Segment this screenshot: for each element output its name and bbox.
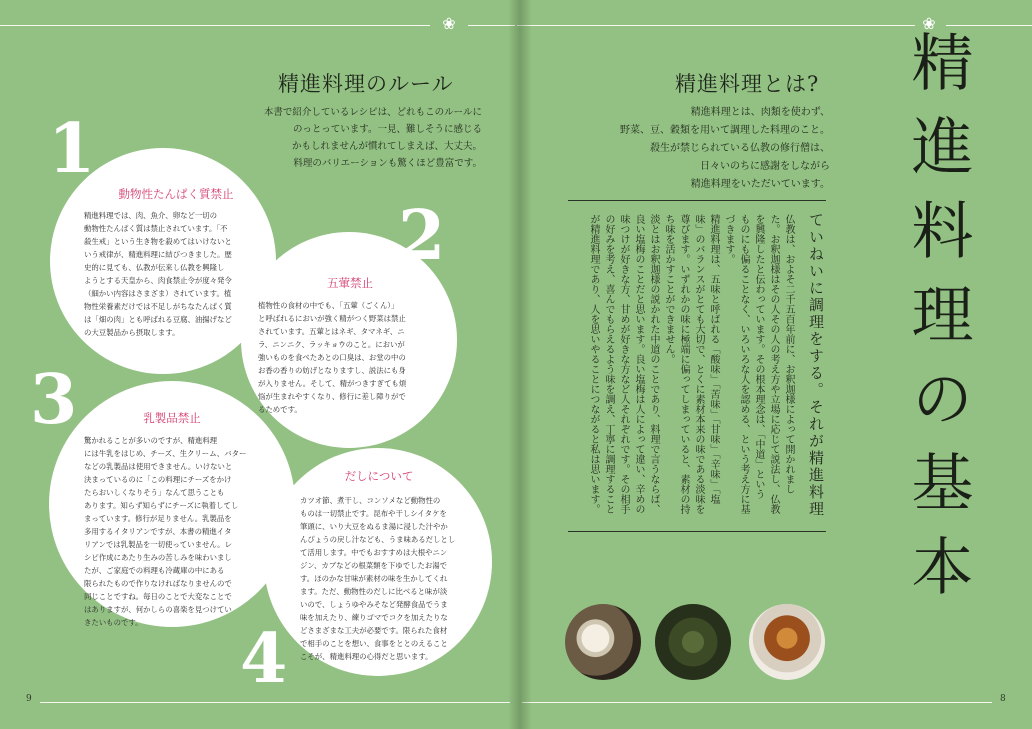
lead-paragraph: 本書で紹介しているレシピは、どれもこのルールに のっとっています。一見、難しそうに感じる かもしれませんが慣れてしまえば、大丈夫。 料理のバリエーションも驚くほど豊富です。: [263, 107, 482, 169]
rule-text-2: 植物性の食材の中でも、「五葷（ごくん）」 と呼ばれるにおいが強く精がつく野菜は禁止 されています。五葷とはネギ、タマネギ、ニ ラ、ニンニク、ラッキョウのこと。においが 強いものを食べたあとの口臭は、お堂の中の お香の香りの妨げとなりますし、説法にも身 が入りません。そして、精がつきすぎても煩 悩が生まれやすくなり、修行に差し障りがで るためです。: [258, 301, 407, 414]
section-divider: [568, 200, 826, 201]
rule-title-4: だしについて: [344, 469, 414, 483]
vertical-heading: ていねいに調理をする。それが精進料理: [807, 212, 825, 518]
page-number: 9: [26, 694, 32, 704]
bottom-rule: [40, 702, 510, 703]
lotus-icon: ❀: [442, 14, 456, 33]
rule-text-1: 精進料理では、肉、魚介、卵など一切の 動物性たんぱく質は禁止されています。「不 殺生戒」という生き物を殺めてはいけないと いう戒律が、精進料理に結びつきました。歴 史的に見ても、仏教が伝来し仏教を興隆し ようとする天皇から、肉食禁止令が度々発令 （細かい内容はさまざま）されています。植 物性栄養素だけでは不足しがちなたんぱく質 は「畑の肉」とも呼ばれる豆腐、油揚げなど の大豆製品から摂取します。: [84, 211, 232, 337]
bottom-rule: [522, 702, 992, 703]
rule-number-3: 3: [30, 360, 78, 440]
photo-kombu-dish: [655, 604, 731, 680]
page-number: 8: [1000, 694, 1006, 704]
rule-title-1: 動物性たんぱく質禁止: [118, 187, 234, 201]
rule-number-1: 1: [48, 109, 96, 189]
page-heading: 精進料理とは?: [675, 72, 820, 96]
rule-text-4: カツオ節、煮干し、コンソメなど動物性の ものは一切禁止です。昆布や干しシイタケを 筆頭に、いり大豆をぬるま湯に浸した汁やか んぴょうの戻し汁なども、うま味あるだしとし て活用します。中でもおすすめは大根やニン ジン、カブなどの根菜類を下ゆでしたお湯で す。ほのかな甘味が素材の味を生かしてくれ ます。ただ、動物性のだしに比べると味が淡 いので、しょうゆやみそなど発酵食品でうま 味を加えたり、練りゴマでコクを加えたりな どさまざまな工夫が必要です。限られた食材 で相手のことを想い、食事をととのえること こそが、精進料理の心得だと思います。: [300, 496, 456, 661]
top-rule: [946, 25, 1032, 26]
rule-number-4: 4: [240, 619, 288, 699]
lead-paragraph: 精進料理とは、肉類を使わず、 野菜、豆、穀類を用いて調理した料理のこと。 殺生が禁じられている仏教の修行僧は、 日々いのちに感謝をしながら 精進料理をいただいています。: [620, 107, 830, 190]
rule-text-3: 驚かれることが多いのですが、精進料理 には牛乳をはじめ、チーズ、生クリーム、バター などの乳製品は使用できません。いけないと 決まっているのに「この料理にチーズをかけ たらおいしくなりそう」なんて思うことも あります。知らず知らずにチーズに執着してし まっています。修行が足りません。乳製品を 多用するイタリアンですが、本書の精進イタ リアンでは乳製品を一切使っていません。レ シピ作成にあたり生みの苦しみを味わいまし たが、ご家庭での料理も冷蔵庫の中にある 限られたもので作りなければなりませんので 同じことですね。毎日のことで大変なことで はありますが、何かしらの喜楽を見つけてい きたいものです。: [84, 436, 247, 627]
page-big-title: 精進料理の基本: [901, 30, 974, 618]
top-rule: [0, 25, 430, 26]
photo-tofu-dish: [565, 604, 641, 680]
page-heading: 精進料理のルール: [278, 72, 454, 96]
vertical-body: 仏教は、およそ二千五百年前に、お釈迦様によって開かれまし た。お釈迦様はその人その人の考え方や立場に応じて説法し、仏教 を興隆したと伝わっています。その根本理念は、「中道」という ものにも偏ることなく、いろいろな人を認める、という考え方に基 づきます。 精進料理は、五味と呼ばれる「酸味」「苦味」「甘味」「辛味」「塩 味」のバランスがとても大切で、とくに素材本来の味である淡味を 尊びます。いずれかの味に極端に偏ってしまっていると、素材の持 ち味を活かすことができません。 淡とはお釈迦様の説かれた中道のことであり、料理で言うならば、 良い塩梅のことだと思います。良い塩梅は人によって違い、辛めの 味つけが好きな方、甘めが好きな方など人それぞれです。その相手 の好みを考え、喜んでもらえるよう味を調え、丁寧に調理すること が精進料理であり、人を思いやることにつながると私は思います。: [588, 214, 794, 514]
rule-number-2: 2: [398, 196, 446, 276]
book-gutter: [508, 0, 532, 729]
top-rule: [517, 25, 915, 26]
rule-title-2: 五葷禁止: [327, 276, 373, 290]
left-page: [0, 0, 515, 729]
photo-soup-dish: [749, 604, 825, 680]
lotus-icon: ❀: [922, 14, 936, 33]
rule-title-3: 乳製品禁止: [143, 411, 201, 425]
section-divider: [568, 531, 826, 532]
